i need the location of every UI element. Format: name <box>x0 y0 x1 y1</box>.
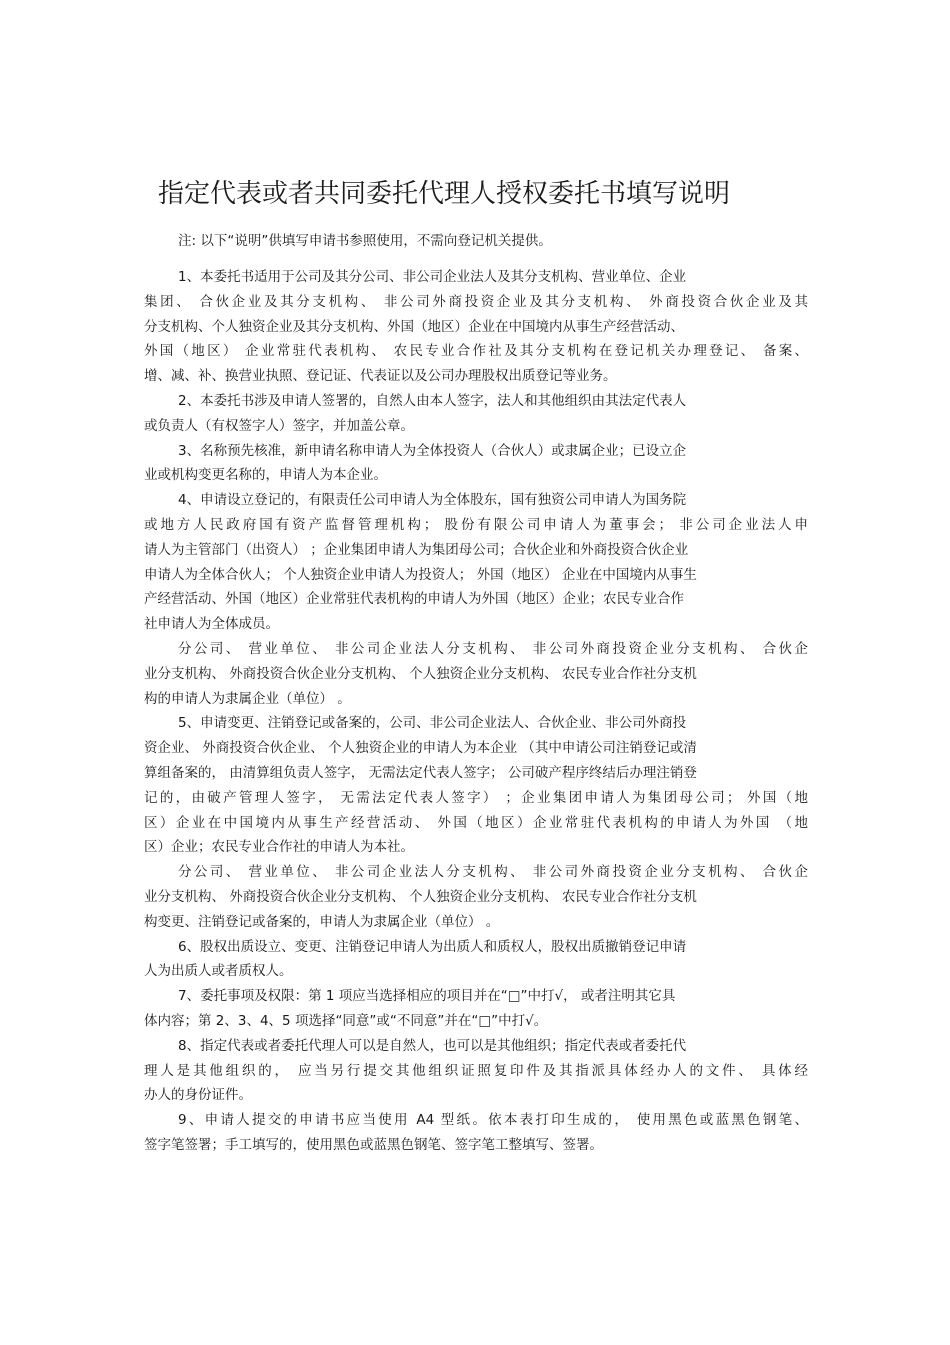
text-line: 分公司、 营业单位、 非公司企业法人分支机构、 非公司外商投资企业分支机构、 合伙企 <box>178 864 808 881</box>
text-line: 算组备案的， 由清算组负责人签字， 无需法定代表人签字； 公司破产程序终结后办理注销登 <box>144 764 697 781</box>
text-line: 分支机构、个人独资企业及其分支机构、外国（地区）企业在中国境内从事生产经营活动、 <box>144 318 684 335</box>
text-line: 人为出质人或者质权人。 <box>144 963 293 980</box>
text-line: 增、减、补、换营业执照、登记证、代表证以及公司办理股权出质登记等业务。 <box>144 368 617 385</box>
text-line: 7、委托事项及权限：第 1 项应当选择相应的项目并在“□”中打√， 或者注明其它具 <box>178 988 676 1005</box>
text-line: 3、名称预先核准，新申请名称申请人为全体投资人（合伙人）或隶属企业；已设立企 <box>178 442 687 459</box>
text-line: 构变更、注销登记或备案的，申请人为隶属企业（单位） 。 <box>144 913 500 930</box>
text-line: 2、本委托书涉及申请人签署的，自然人由本人签字，法人和其他组织由其法定代表人 <box>178 392 687 409</box>
text-line: 签字笔签署；手工填写的，使用黑色或蓝黑色钢笔、签字笔工整填写、签署。 <box>144 1136 603 1153</box>
text-line: 或负责人（有权签字人）签字，并加盖公章。 <box>144 417 414 434</box>
text-line: 5、申请变更、注销登记或备案的，公司、非公司企业法人、合伙企业、非公司外商投 <box>178 715 687 732</box>
document-body <box>144 265 808 1158</box>
text-line: 构的申请人为隶属企业（单位） 。 <box>144 690 351 707</box>
text-line: 社申请人为全体成员。 <box>144 616 279 633</box>
text-line: 9、申请人提交的申请书应当使用 A4 型纸。依本表打印生成的， 使用黑色或蓝黑色钢笔、 <box>178 1112 808 1129</box>
text-line: 申请人为全体合伙人； 个人独资企业申请人为投资人； 外国（地区） 企业在中国境内从事生 <box>144 566 697 583</box>
text-line: 记的，由破产管理人签字， 无需法定代表人签字） ；企业集团申请人为集团母公司； 外国（地 <box>144 789 808 806</box>
text-line: 资企业、 外商投资合伙企业、 个人独资企业的申请人为本企业 （其中申请公司注销登记或清 <box>144 740 697 757</box>
text-line: 8、指定代表或者委托代理人可以是自然人，也可以是其他组织；指定代表或者委托代 <box>178 1037 687 1054</box>
document-title: 指定代表或者共同委托代理人授权委托书填写说明 <box>158 179 731 209</box>
text-line: 分公司、 营业单位、 非公司企业法人分支机构、 非公司外商投资企业分支机构、 合伙企 <box>178 640 808 657</box>
text-line: 或地方人民政府国有资产监督管理机构； 股份有限公司申请人为董事会； 非公司企业法人申 <box>144 516 808 533</box>
text-line: 业分支机构、 外商投资合伙企业分支机构、 个人独资企业分支机构、 农民专业合作社分支机 <box>144 665 697 682</box>
text-line: 业分支机构、 外商投资合伙企业分支机构、 个人独资企业分支机构、 农民专业合作社分支机 <box>144 888 697 905</box>
text-line: 体内容；第 2、3、4、5 项选择“同意”或“不同意”并在“□”中打√。 <box>144 1012 548 1029</box>
text-line: 6、股权出质设立、变更、注销登记申请人为出质人和质权人，股权出质撤销登记申请 <box>178 938 687 955</box>
text-line: 4、申请设立登记的，有限责任公司申请人为全体股东，国有独资公司申请人为国务院 <box>178 492 687 509</box>
document-note: 注: 以下“说明”供填写申请书参照使用，不需向登记机关提供。 <box>178 233 552 249</box>
text-line: 理人是其他组织的， 应当另行提交其他组织证照复印件及其指派具体经办人的文件、 具体经 <box>144 1062 808 1079</box>
text-line: 办人的身份证件。 <box>144 1087 252 1104</box>
text-line: 区）企业；农民专业合作社的申请人为本社。 <box>144 839 414 856</box>
text-line: 外国（地区） 企业常驻代表机构、 农民专业合作社及其分支机构在登记机关办理登记、 备案、 <box>144 343 808 360</box>
text-line: 请人为主管部门（出资人） ；企业集团申请人为集团母公司；合伙企业和外商投资合伙企业 <box>144 541 689 558</box>
text-line: 区）企业在中国境内从事生产经营活动、 外国（地区）企业常驻代表机构的申请人为外国 （地 <box>144 814 808 831</box>
text-line: 1、本委托书适用于公司及其分公司、非公司企业法人及其分支机构、营业单位、企业 <box>178 269 687 285</box>
text-line: 集团、 合伙企业及其分支机构、 非公司外商投资企业及其分支机构、 外商投资合伙企业及其 <box>144 293 808 310</box>
text-line: 产经营活动、外国（地区）企业常驻代表机构的申请人为外国（地区）企业；农民专业合作 <box>144 591 684 608</box>
text-line: 业或机构变更名称的，申请人为本企业。 <box>144 467 387 484</box>
